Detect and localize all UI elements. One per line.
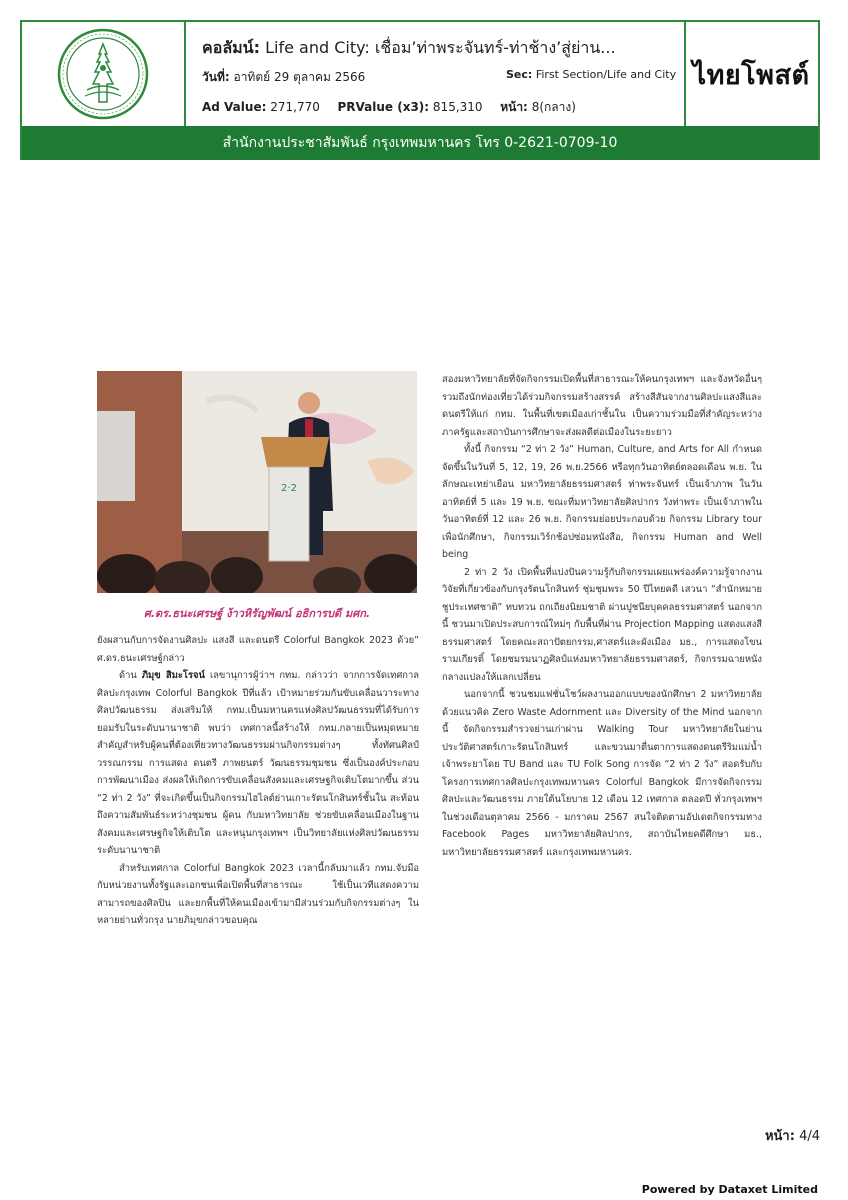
left-p2-name: ภิมุข สิมะโรจน์: [141, 670, 205, 681]
prvalue-label: PRValue (x3):: [337, 100, 430, 114]
article-photo: [97, 371, 417, 593]
column-label: คอลัมน์:: [202, 38, 260, 57]
left-paragraph-3: สำหรับเทศกาล Colorful Bangkok 2023 เวลานี้กลับมาแล้ว กทม.จับมือกับหน่วยงานทั้งรัฐและเอกชนเพื่อเปิดพื้นที่สาธารณะ ใช้เป็นเวทีแสดงความสามารถของศิลปิน และยกพื้นที่ให้คนเมืองเข้ามามีส่วนร่วมกับกิจกรรมต่างๆ ในหลายย่านทั่วกรุง นายภิมุขกล่าวขอบคุณ: [97, 862, 419, 926]
left-paragraph-2: [97, 667, 419, 860]
column-title: Life and City: เชื่อม’ท่าพระจันทร์-ท่าช้าง’สู่ย่าน...: [265, 38, 616, 57]
right-paragraph-1: สองมหาวิทยาลัยที่จัดกิจกรรมเปิดพื้นที่สาธารณะให้คนกรุงเทพฯ และจังหวัดอื่นๆ รวมถึงนักท่องเที่ยวได้ร่วมกิจกรรมสร้างสรรค์ สร้างสีสันจากงานศิลปะแสงสีและดนตรีให้แก่ กทม. ในพื้นที่เขตเมืองเก่าชั้นใน เป็นความร่วมมือที่สำคัญระหว่างภาครัฐและสถาบันการศึกษาจะส่งผลดีต่อเมืองในระยะยาว: [442, 374, 762, 438]
clipping-header: [20, 20, 820, 160]
section-label: Sec:: [506, 68, 533, 81]
section-row: [506, 68, 682, 81]
powered-by: Powered by Dataxet Limited: [641, 1183, 818, 1196]
prvalue-value: 815,310: [432, 100, 483, 114]
value-row: [202, 98, 576, 117]
column-title-row: [202, 36, 616, 61]
agency-bar-text: สำนักงานประชาสัมพันธ์ กรุงเทพมหานคร โทร 0-2621-0709-10: [222, 135, 618, 151]
page-label: หน้า:: [500, 100, 528, 114]
article-column-left: [97, 632, 419, 930]
right-paragraph-4: นอกจากนี้ ชวนชมแฟชั่นโชว์ผลงานออกแบบของนักศึกษา 2 มหาวิทยาลัยด้วยแนวคิด Zero Waste Adornment และ Diversity of the Mind นอกจากนี้ จัดกิจกรรมสำรวจย่านเก่าผ่าน Walking Tour มหาวิทยาลัยในย่านประวัติศาสตร์เกาะรัตนโกสินทร์ และขวนมาตื่นตาการแสดงดนตรีริมแม่น้ำเจ้าพระยาโดย TU Band และ TU Folk Song การจัด “2 ท่า 2 วัง” สอดรับกับโครงการเทศกาลศิลปะกรุงเทพมหานคร Colorful Bangkok มีการจัดกิจกรรมศิลปะและวัฒนธรรม ภายใต้นโยบาย 12 เดือน 12 เทศกาล ตลอดปี ทั่วกรุงเทพฯ ในช่วงเดือนตุลาคม 2566 - มกราคม 2567 สนใจติดตามอัปเดตกิจกรรมทาง Facebook Pages มหาวิทยาลัยศิลปากร, สถาบันไทยคดีศึกษา มธ., มหาวิทยาลัยธรรมศาสตร์ และกรุงเทพมหานคร.: [442, 689, 762, 858]
date-label: วันที่:: [202, 70, 230, 84]
speaker-at-podium-photo: [97, 371, 417, 593]
page-value: 8(กลาง): [531, 100, 576, 114]
left-paragraph-1: ยังผสานกับการจัดงานศิลปะ แสงสี และดนตรี Colorful Bangkok 2023 ด้วย” ศ.ดร.ธนะเศรษฐ์กล่าว: [97, 635, 419, 664]
publication-cell: [684, 22, 818, 126]
left-p2-rest: เลขานุการผู้ว่าฯ กทม. กล่าวว่า จากการจัดเทศกาลศิลปะกรุงเทพ Colorful Bangkok ปีที่แล้ว เป้าหมายร่วมกันขับเคลื่อนวาระทางศิลปวัฒนธรรม ส่งเสริมให้ กทม.เป็นมหานครแห่งศิลปวัฒนธรรมที่ได้รับการยอมรับในระดับนานาชาติ พบว่า เทศกาลนี้สร้างให้ กทม.กลายเป็นหมุดหมายสำคัญสำหรับผู้คนที่ต้องเที่ยวทางวัฒนธรรมผ่านกิจกรรมต่างๆ ทั้งทัศนศิลป์ วรรณกรรม การแสดง ดนตรี ภาพยนตร์ วัฒนธรรมชุมชน ซึ่งเป็นองค์ประกอบการพัฒนาเมือง ส่งผลให้เกิดการขับเคลื่อนสังคมและเศรษฐกิจเติบโตมากขึ้น ส่วน “2 ท่า 2 วัง” ที่จะเกิดขึ้นเป็นกิจกรรมไฮไลต์ย่านเกาะรัตนโกสินทร์ชั้นใน สะท้อนถึงความสัมพันธ์ระหว่างชุมชน ผู้คน กับมหาวิทยาลัย ช่วยขับเคลื่อนเมืองในฐานสังคมและเศรษฐกิจให้เติบโต และหนุนกรุงเทพฯ เป็นวิทยาลัยแห่งศิลปวัฒนธรรมระดับนานาชาติ: [97, 670, 419, 856]
logo-cell: [22, 22, 186, 126]
clipping-info: [184, 22, 686, 126]
date-row: [202, 68, 365, 87]
date-value: อาทิตย์ 29 ตุลาคม 2566: [233, 70, 366, 84]
page-number: [765, 1125, 820, 1146]
footer-page-value: 4/4: [799, 1129, 820, 1144]
photo-caption: ศ.ดร.ธนะเศรษฐ์ ง้าวหิรัญพัฒน์ อธิการบดี มศก.: [143, 607, 371, 620]
bangkok-seal-icon: [57, 28, 149, 120]
article-column-right: [442, 371, 762, 861]
agency-bar: [22, 126, 818, 160]
publication-name: ไทยโพสต์: [692, 59, 810, 91]
svg-text:2·2: 2·2: [281, 483, 297, 494]
right-paragraph-2: ทั้งนี้ กิจกรรม “2 ท่า 2 วัง” Human, Culture, and Arts for All กำหนดจัดขึ้นในวันที่ 5, 12, 19, 26 พ.ย.2566 หรือทุกวันอาทิตย์ตลอดเดือน พ.ย. ในลักษณะเทย่าเยือน มหาวิทยาลัยธรรมศาสตร์ ท่าพระจันทร์ เป็นเจ้าภาพ ในวันอาทิตย์ที่ 5 และ 19 พ.ย. ขณะที่มหาวิทยาลัยศิลปากร วังท่าพระ เป็นเจ้าภาพในวันอาทิตย์ที่ 12 และ 26 พ.ย. กิจกรรมย่อยประกอบด้วย กิจกรรม Library tour เพื่อนักศึกษา, กิจกรรมเวิร์กช้อปซ่อมหนังสือ, กิจกรรม Human and Well being: [442, 444, 762, 560]
advalue-label: Ad Value:: [202, 100, 267, 114]
footer-page-label: หน้า:: [764, 1129, 795, 1144]
left-p2-lead: ด้าน: [119, 670, 137, 681]
advalue-value: 271,770: [270, 100, 320, 114]
right-paragraph-3: 2 ท่า 2 วัง เปิดพื้นที่แบ่งปันความรู้กับกิจกรรมเผยแพร่องค์ความรู้จากงานวิจัยที่เกี่ยวข้องกับกรุงรัตนโกสินทร์ ชุ่มชุมพระ 50 ปีไทยคดี เสวนา “สำนักหมายชูประเทศชาติ” ทบทวน ถกเถียงนิยมชาติ ผ่านปูชนียบุคคลธรรมศาสตร์ นอกจากนี้ ชวนมาเปิดประสบการณ์ใหม่ๆ กับพื้นที่ผ่าน Projection Mapping แสดงแสงสีธรรมศาสตร์ โดยคณะสถาปัตยกรรม,ศาสตร์และผังเมือง มธ., การแสดงโขนรามเกียรติ์ โดยชมรมนาฏศิลป์แห่งมหาวิทยาลัยธรรมศาสตร์, กิจกรรมฉายหนังกลางแปลงให้แลกเปลี่ยน: [442, 566, 762, 683]
section-value: First Section/Life and City: [535, 68, 677, 81]
